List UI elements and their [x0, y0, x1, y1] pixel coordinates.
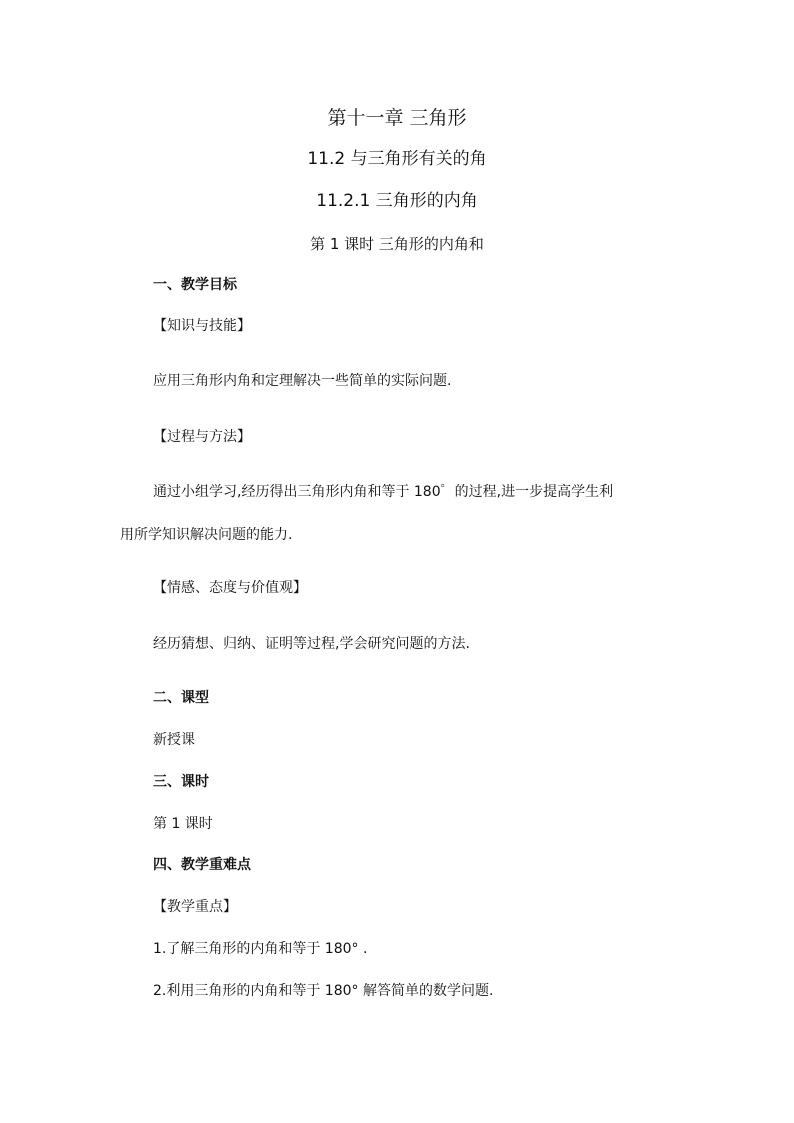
process-methods-text-line-1: 通过小组学习,经历得出三角形内角和等于 180゜的过程,进一步提高学生利: [153, 484, 614, 500]
key-point-2: 2.利用三角形的内角和等于 180° 解答简单的数学问题.: [153, 983, 494, 999]
emotion-values-heading: 【情感、态度与价值观】: [153, 580, 307, 596]
emotion-values-text: 经历猜想、归纳、证明等过程,学会研究问题的方法.: [153, 636, 470, 652]
knowledge-skills-text: 应用三角形内角和定理解决一些简单的实际问题.: [153, 373, 452, 389]
process-methods-text-line-2: 用所学知识解决问题的能力.: [120, 527, 293, 543]
objectives-heading: 一、教学目标: [153, 277, 237, 293]
chapter-title: 第十一章 三角形: [327, 107, 467, 129]
key-point-1: 1.了解三角形的内角和等于 180° .: [153, 941, 368, 957]
subsection-title: 11.2.1 三角形的内角: [316, 191, 478, 211]
process-methods-heading: 【过程与方法】: [153, 429, 251, 445]
lesson-type-heading: 二、课型: [153, 690, 209, 706]
key-points-heading: 【教学重点】: [153, 899, 237, 915]
class-hours-text: 第 1 课时: [153, 816, 213, 832]
lesson-title: 第 1 课时 三角形的内角和: [310, 235, 484, 253]
section-title: 11.2 与三角形有关的角: [307, 149, 487, 169]
knowledge-skills-heading: 【知识与技能】: [153, 318, 251, 334]
key-difficult-heading: 四、教学重难点: [153, 857, 251, 873]
class-hours-heading: 三、课时: [153, 774, 209, 790]
lesson-type-text: 新授课: [153, 732, 195, 748]
